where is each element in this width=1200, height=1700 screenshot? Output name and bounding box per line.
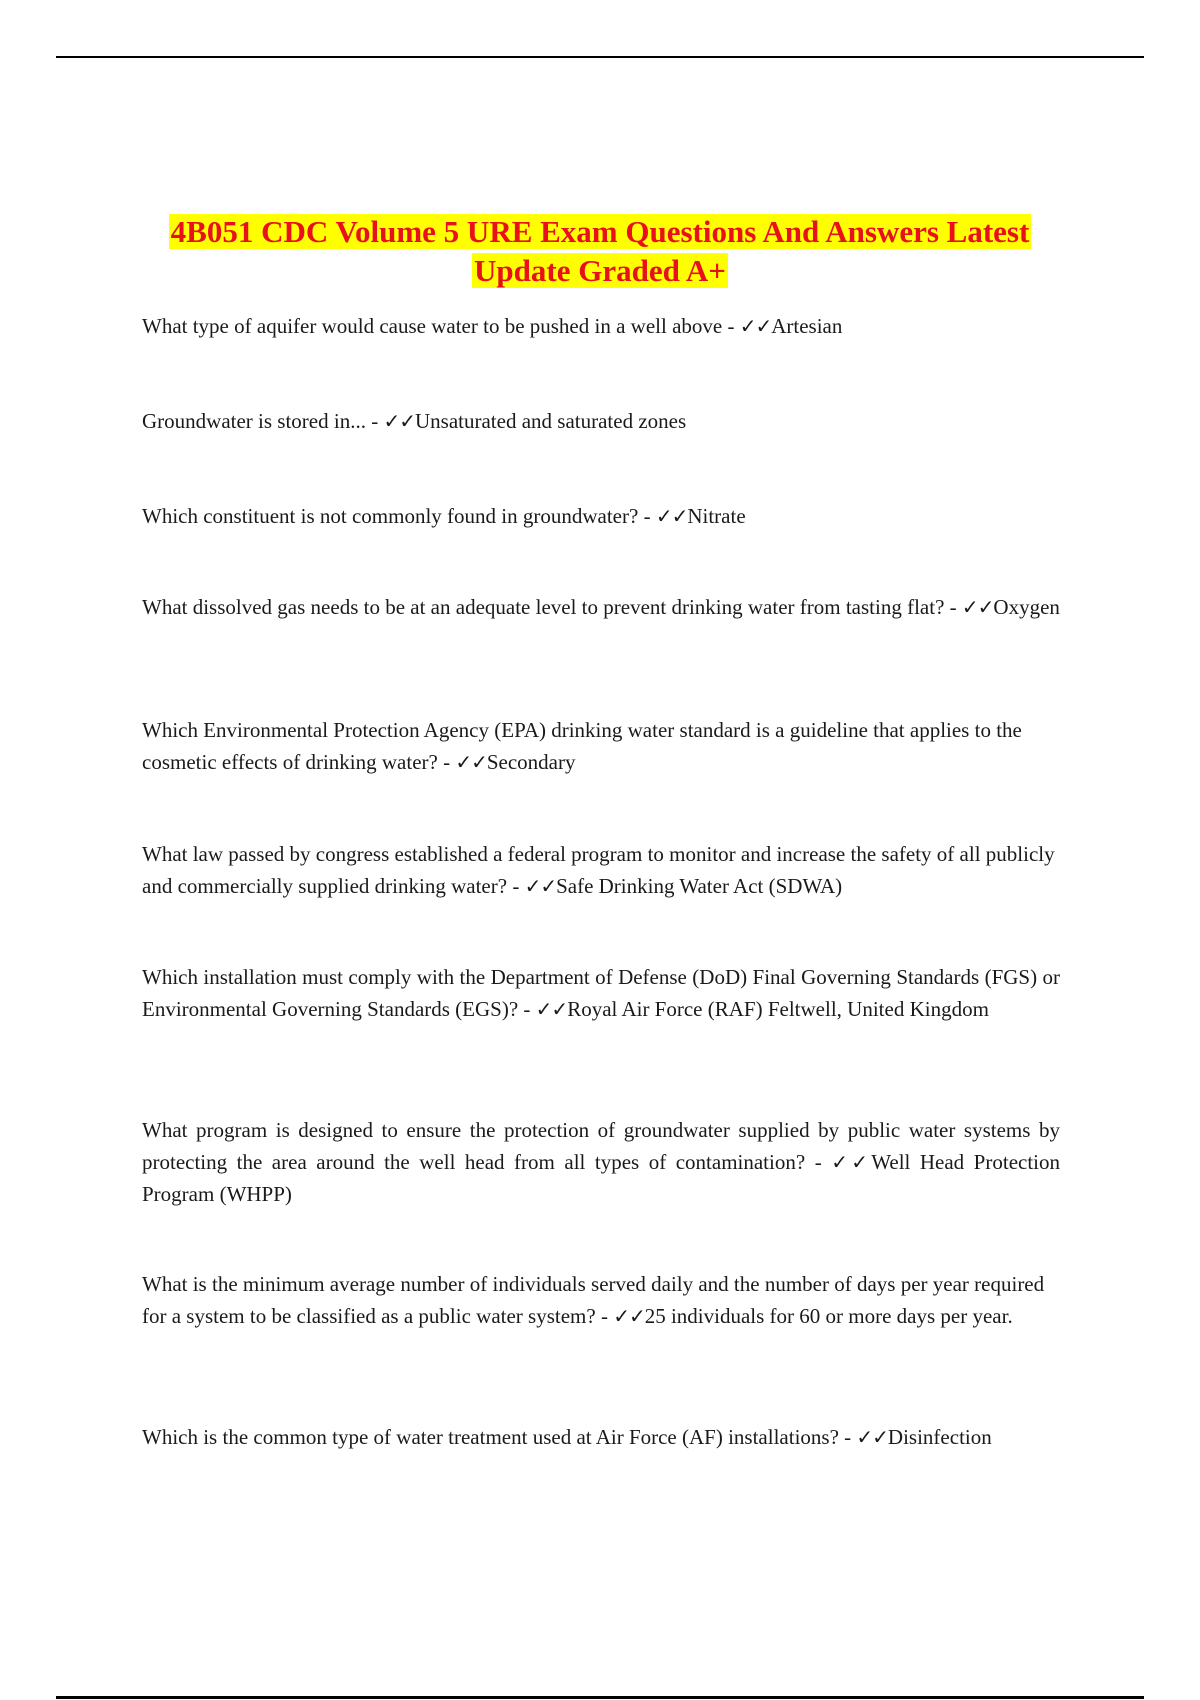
- question-text: Which installation must comply with the Department of Defense (DoD) Final Governing Standards (FGS) or Environmental Governing Standards (EGS)?: [142, 965, 1060, 1021]
- top-divider: [56, 56, 1144, 58]
- check-icon: ✓✓: [831, 1150, 872, 1174]
- qa-item-4: What dissolved gas needs to be at an adequate level to prevent drinking water from tasting flat? - ✓✓Oxygen: [142, 595, 1060, 619]
- title-line-1: 4B051 CDC Volume 5 URE Exam Questions And Answers Latest: [170, 214, 1030, 249]
- question-text: What is the minimum average number of individuals served daily and the number of days per year required for a system to be classified as a public water system?: [142, 1272, 1045, 1328]
- answer-text: Artesian: [771, 314, 843, 338]
- title-line-2: Update Graded A+: [474, 253, 726, 288]
- question-text: What dissolved gas needs to be at an adequate level to prevent drinking water from tasting flat?: [142, 595, 945, 619]
- check-icon: ✓✓: [856, 1425, 888, 1449]
- question-text: Which is the common type of water treatment used at Air Force (AF) installations?: [142, 1425, 839, 1449]
- answer-text: Disinfection: [887, 1425, 992, 1449]
- check-icon: ✓✓: [383, 409, 415, 433]
- check-icon: ✓✓: [961, 595, 994, 619]
- check-icon: ✓✓: [524, 874, 557, 898]
- qa-item-3: Which constituent is not commonly found in groundwater? - ✓✓Nitrate: [142, 504, 746, 528]
- answer-text: 25 individuals for 60 or more days per year.: [644, 1304, 1013, 1328]
- check-icon: ✓✓: [655, 504, 688, 528]
- qa-item-2: Groundwater is stored in... - ✓✓Unsaturated and saturated zones: [142, 409, 687, 433]
- qa-item-1: What type of aquifer would cause water to be pushed in a well above - ✓✓Artesian: [142, 314, 843, 338]
- answer-text: Safe Drinking Water Act (SDWA): [556, 874, 843, 898]
- check-icon: ✓✓: [455, 750, 487, 774]
- question-text: What type of aquifer would cause water to be pushed in a well above: [142, 314, 723, 338]
- document-title: [130, 212, 1070, 290]
- question-text: What law passed by congress established a federal program to monitor and increase the safety of all publicly and commercially supplied drinking water?: [142, 842, 1055, 898]
- answer-text: Nitrate: [687, 504, 746, 528]
- qa-item-7: Which installation must comply with the Department of Defense (DoD) Final Governing Standards (FGS) or Environmental Governing Standards (EGS)? - ✓✓Royal Air Force (RAF) Feltwell, United Kingdom: [142, 965, 1060, 1021]
- answer-text: Secondary: [486, 750, 576, 774]
- check-icon: ✓✓: [535, 997, 568, 1021]
- answer-text: Unsaturated and saturated zones: [414, 409, 687, 433]
- qa-item-9: What is the minimum average number of individuals served daily and the number of days per year required for a system to be classified as a public water system? - ✓✓25 individuals for 60 or more days per year.: [142, 1272, 1045, 1328]
- answer-text: Royal Air Force (RAF) Feltwell, United Kingdom: [567, 997, 989, 1021]
- check-icon: ✓✓: [613, 1304, 645, 1328]
- qa-item-5: Which Environmental Protection Agency (EPA) drinking water standard is a guideline that applies to the cosmetic effects of drinking water? - ✓✓Secondary: [142, 718, 1022, 774]
- question-text: Which Environmental Protection Agency (EPA) drinking water standard is a guideline that applies to the cosmetic effects of drinking water?: [142, 718, 1022, 774]
- qa-item-8: What program is designed to ensure the protection of groundwater supplied by public water systems by protecting the area around the well head from all types of contamination? - ✓✓Well Head Protection Program (WHPP): [142, 1118, 1061, 1206]
- answer-text: Well Head Protection Program (WHPP): [142, 1150, 1061, 1206]
- question-text: What program is designed to ensure the protection of groundwater supplied by public water systems by protecting the area around the well head from all types of contamination?: [142, 1118, 1060, 1174]
- check-icon: ✓✓: [739, 314, 772, 338]
- answer-text: Oxygen: [993, 595, 1060, 619]
- qa-item-10: Which is the common type of water treatment used at Air Force (AF) installations? - ✓✓Disinfection: [142, 1425, 992, 1449]
- qa-item-6: What law passed by congress established a federal program to monitor and increase the safety of all publicly and commercially supplied drinking water? - ✓✓Safe Drinking Water Act (SDWA): [142, 842, 1055, 898]
- question-text: Groundwater is stored in...: [142, 409, 366, 433]
- question-text: Which constituent is not commonly found in groundwater?: [142, 504, 639, 528]
- bottom-divider: [56, 1696, 1144, 1699]
